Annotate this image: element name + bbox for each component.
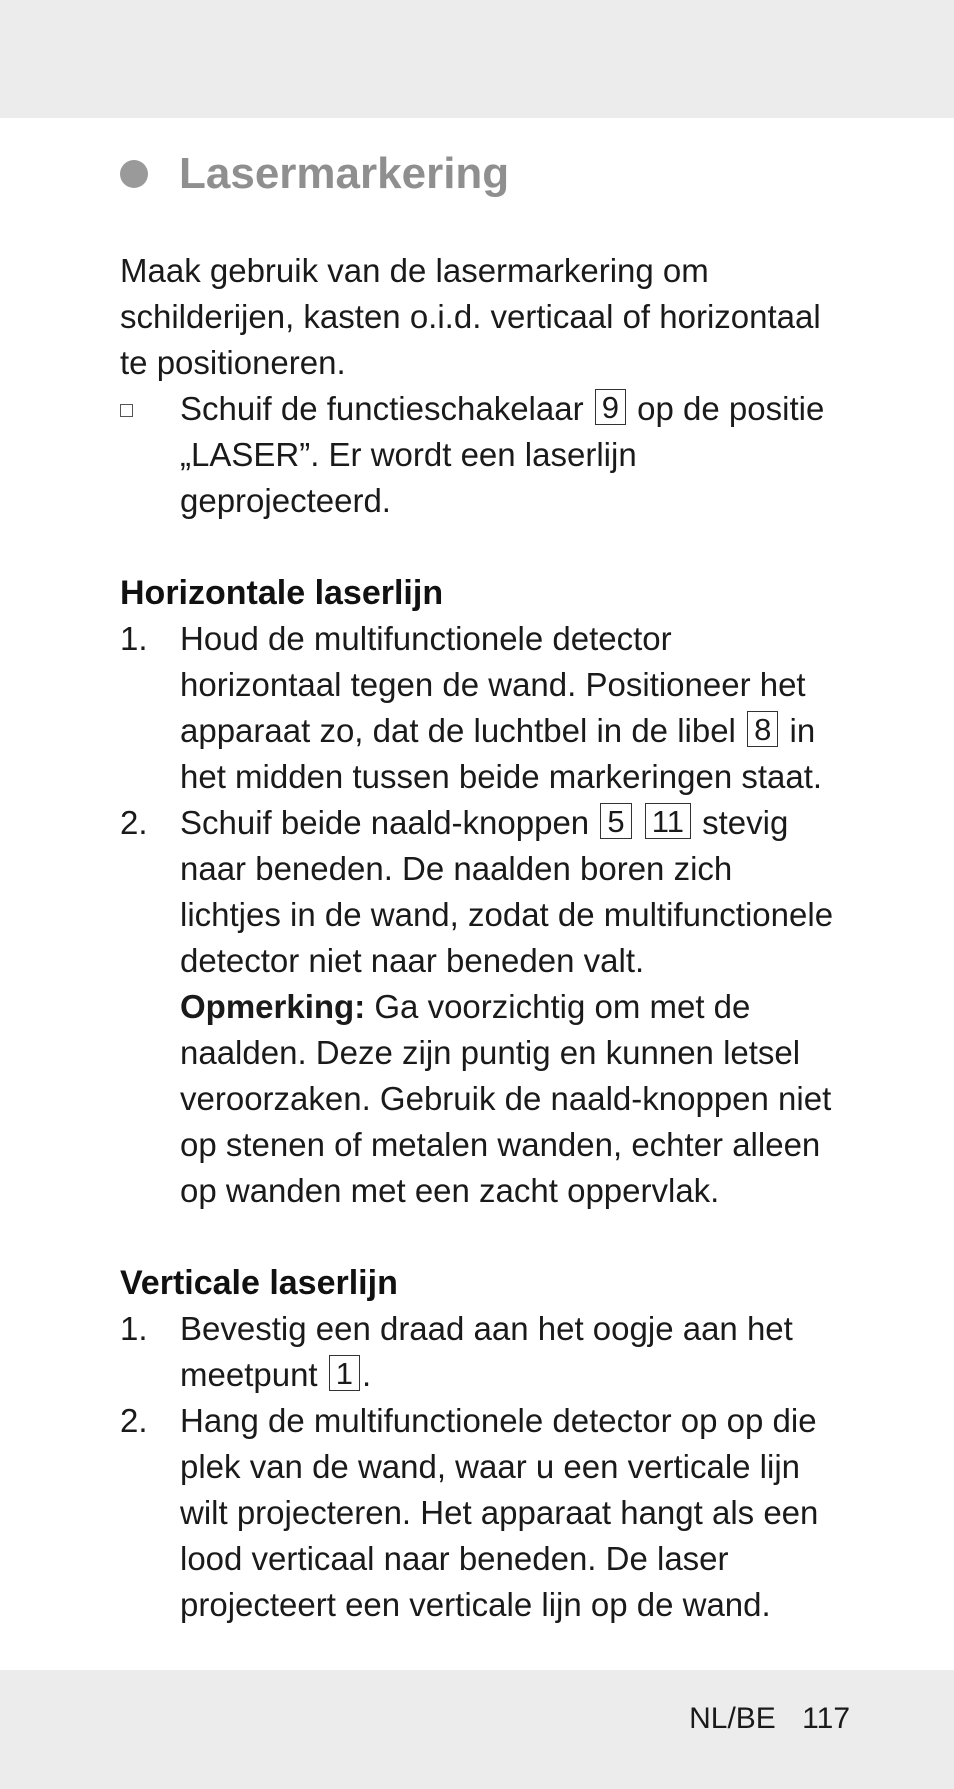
note-label: Opmerking:: [180, 988, 366, 1025]
reference-number-badge: 1: [329, 1355, 360, 1391]
horizontal-section-title: Horizontale laserlijn: [120, 574, 444, 612]
reference-number-badge: 8: [747, 711, 778, 747]
section-heading: [120, 142, 840, 206]
list-item-text: in het midden tussen beide markeringen staat.: [180, 712, 823, 795]
list-item-text: stevig naar beneden. De naalden boren zich lichtjes in de wand, zodat de multifunctionele detector niet naar beneden valt.: [180, 804, 834, 979]
intro-paragraph: Maak gebruik van de lasermarkering om schilderijen, kasten o.i.d. verticaal of horizontaal te positioneren.: [120, 252, 821, 381]
list-item: [120, 616, 840, 800]
page-title: Lasermarkering: [179, 149, 510, 198]
list-item-text: Houd de multifunctionele detector horizontaal tegen de wand. Positioneer het apparaat zo, dat de luchtbel in de libel: [180, 620, 806, 749]
list-number: 1.: [120, 1310, 148, 1347]
list-number: 2.: [120, 804, 148, 841]
list-item-text: Hang de multifunctionele detector op op die plek van de wand, waar u een verticale lijn wilt projecteren. Het apparaat hangt als een lood verticaal naar beneden. De laser projecteert een verticale lijn op de wand.: [180, 1402, 819, 1623]
note-paragraph: [180, 984, 840, 1214]
instruction-step: [120, 386, 840, 524]
page-number: 117: [802, 1702, 850, 1735]
step-text-before: Schuif de functieschakelaar: [180, 390, 584, 427]
list-item: [120, 1306, 840, 1398]
step-text-after: op de positie „LASER”. Er wordt een laserlijn geprojecteerd.: [180, 390, 825, 519]
page-footer: [689, 1696, 850, 1742]
list-item: [120, 1398, 840, 1628]
list-number: 1.: [120, 620, 148, 657]
page-content: [120, 142, 840, 1628]
list-number: 2.: [120, 1402, 148, 1439]
footer-locale: NL/BE: [689, 1702, 776, 1735]
list-item-text: Bevestig een draad aan het oogje aan het meetpunt: [180, 1310, 793, 1393]
list-item: [120, 800, 840, 1214]
reference-number-badge: 9: [595, 389, 626, 425]
list-item-text: .: [362, 1356, 372, 1393]
note-text: Ga voorzichtig om met de naalden. Deze zijn puntig en kunnen letsel veroorzaken. Gebruik de naald-knoppen niet op stenen of metalen wanden, echter alleen op wanden met een zacht oppervlak.: [180, 988, 832, 1209]
reference-number-badge: 5: [600, 803, 631, 839]
top-margin-band: [0, 0, 954, 118]
list-item-text: Schuif beide naald-knoppen: [180, 804, 590, 841]
checkbox-square-icon: [120, 404, 133, 417]
reference-number-badge: 11: [645, 803, 691, 839]
vertical-section-title: Verticale laserlijn: [120, 1264, 398, 1302]
heading-bullet-icon: [120, 160, 148, 188]
